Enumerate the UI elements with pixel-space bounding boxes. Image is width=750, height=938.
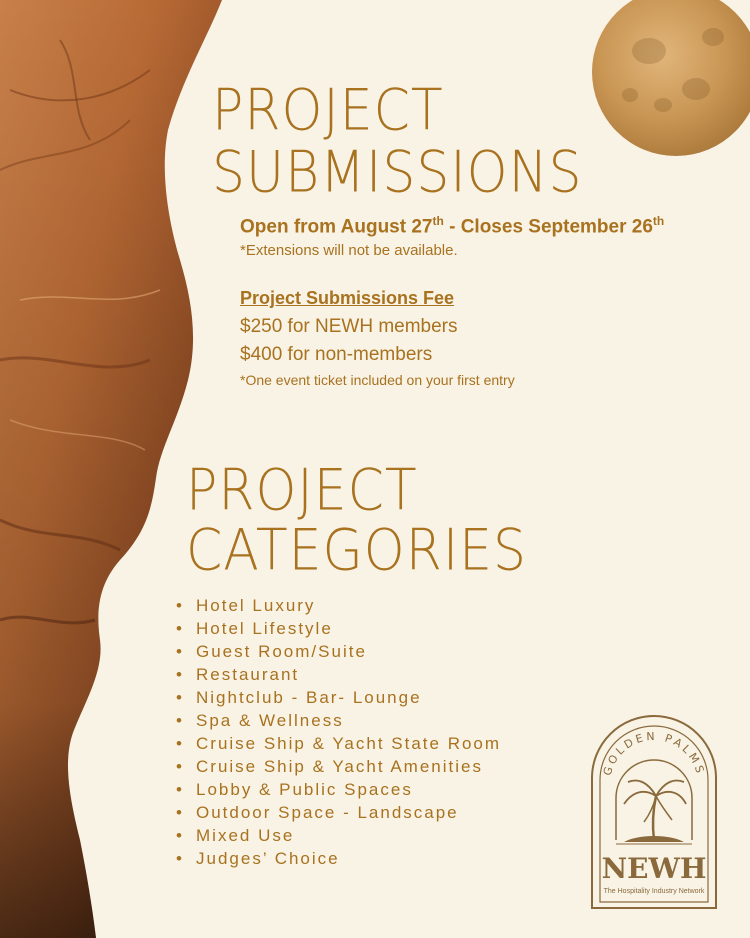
title-line-1: PROJECT (212, 78, 444, 144)
close-date-suffix: th (652, 214, 665, 228)
category-item: • Cruise Ship & Yacht Amenities (176, 755, 501, 778)
category-item: • Nightclub - Bar- Lounge (176, 686, 501, 709)
extension-note: *Extensions will not be available. (240, 242, 458, 259)
member-fee: $250 for NEWH members (240, 316, 458, 337)
category-list (176, 594, 501, 870)
category-item: • Mixed Use (176, 824, 501, 847)
category-item: • Guest Room/Suite (176, 640, 501, 663)
category-item: • Hotel Lifestyle (176, 617, 501, 640)
title-line-2: SUBMISSIONS (212, 140, 583, 206)
fee-title: Project Submissions Fee (240, 288, 455, 308)
non-member-fee: $400 for non-members (240, 344, 433, 365)
logo-arc-text: GOLDEN PALMS (600, 729, 708, 778)
category-item: • Hotel Luxury (176, 594, 501, 617)
categories-title-line-1: PROJECT (186, 458, 418, 524)
open-date-suffix: th (432, 214, 444, 228)
logo-tagline: The Hospitality Industry Network (603, 888, 705, 895)
categories-title-line-2: CATEGORIES (186, 518, 528, 584)
close-date: - Closes September 26 (449, 216, 653, 238)
ticket-note: *One event ticket included on your first entry (240, 372, 515, 388)
category-item: • Spa & Wellness (176, 709, 501, 732)
golden-palms-newh-logo (588, 712, 720, 912)
category-item: • Judges’ Choice (176, 847, 501, 870)
submission-dates (240, 214, 664, 238)
category-item: • Cruise Ship & Yacht State Room (176, 732, 501, 755)
open-date: Open from August 27 (240, 216, 433, 238)
logo-brand: NEWH (601, 852, 707, 885)
category-item: • Lobby & Public Spaces (176, 778, 501, 801)
category-item: • Outdoor Space - Landscape (176, 801, 501, 824)
category-item: • Restaurant (176, 663, 501, 686)
